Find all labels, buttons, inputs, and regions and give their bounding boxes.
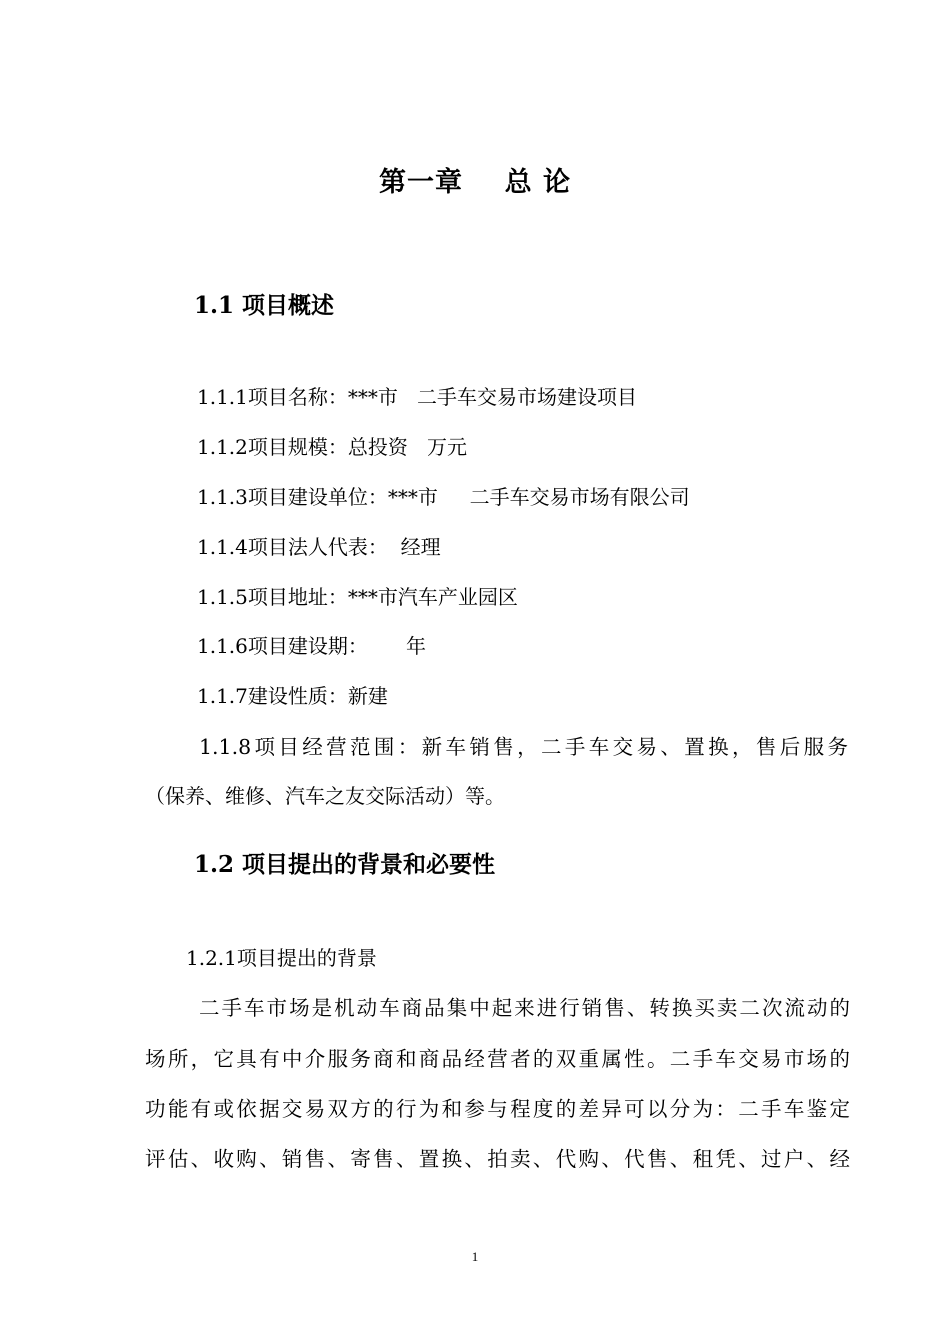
item-construction-nature: 1.1.7建设性质：新建 (197, 684, 388, 708)
item-business-scope: 1.1.8项目经营范围：新车销售，二手车交易、置换，售后服务 (199, 735, 848, 759)
item-business-scope-continued: （保养、维修、汽车之友交际活动）等。 (145, 784, 505, 808)
item-construction-period: 1.1.6项目建设期： 年 (197, 634, 427, 658)
paragraph-line: 评估、收购、销售、寄售、置换、拍卖、代购、代售、租凭、过户、经 (145, 1147, 850, 1171)
section-heading-1-1: 1.1 项目概述 (194, 292, 335, 319)
paragraph-line: 二手车市场是机动车商品集中起来进行销售、转换买卖二次流动的 (199, 996, 850, 1020)
item-project-scale: 1.1.2项目规模：总投资 万元 (197, 435, 467, 459)
paragraph-line: 功能有或依据交易双方的行为和参与程度的差异可以分为：二手车鉴定 (145, 1097, 850, 1121)
paragraph-line: 场所，它具有中介服务商和商品经营者的双重属性。二手车交易市场的 (145, 1047, 850, 1071)
item-legal-representative: 1.1.4项目法人代表： 经理 (197, 535, 441, 559)
section-heading-1-2: 1.2 项目提出的背景和必要性 (194, 851, 496, 878)
item-project-name: 1.1.1项目名称：***市 二手车交易市场建设项目 (197, 385, 637, 409)
page-number: 1 (471, 1249, 479, 1264)
item-project-builder: 1.1.3项目建设单位：***市 二手车交易市场有限公司 (197, 485, 690, 509)
chapter-title: 第一章 总 论 (379, 167, 571, 198)
sub-heading-1-2-1: 1.2.1项目提出的背景 (186, 946, 377, 970)
item-project-address: 1.1.5项目地址：***市汽车产业园区 (197, 585, 518, 609)
